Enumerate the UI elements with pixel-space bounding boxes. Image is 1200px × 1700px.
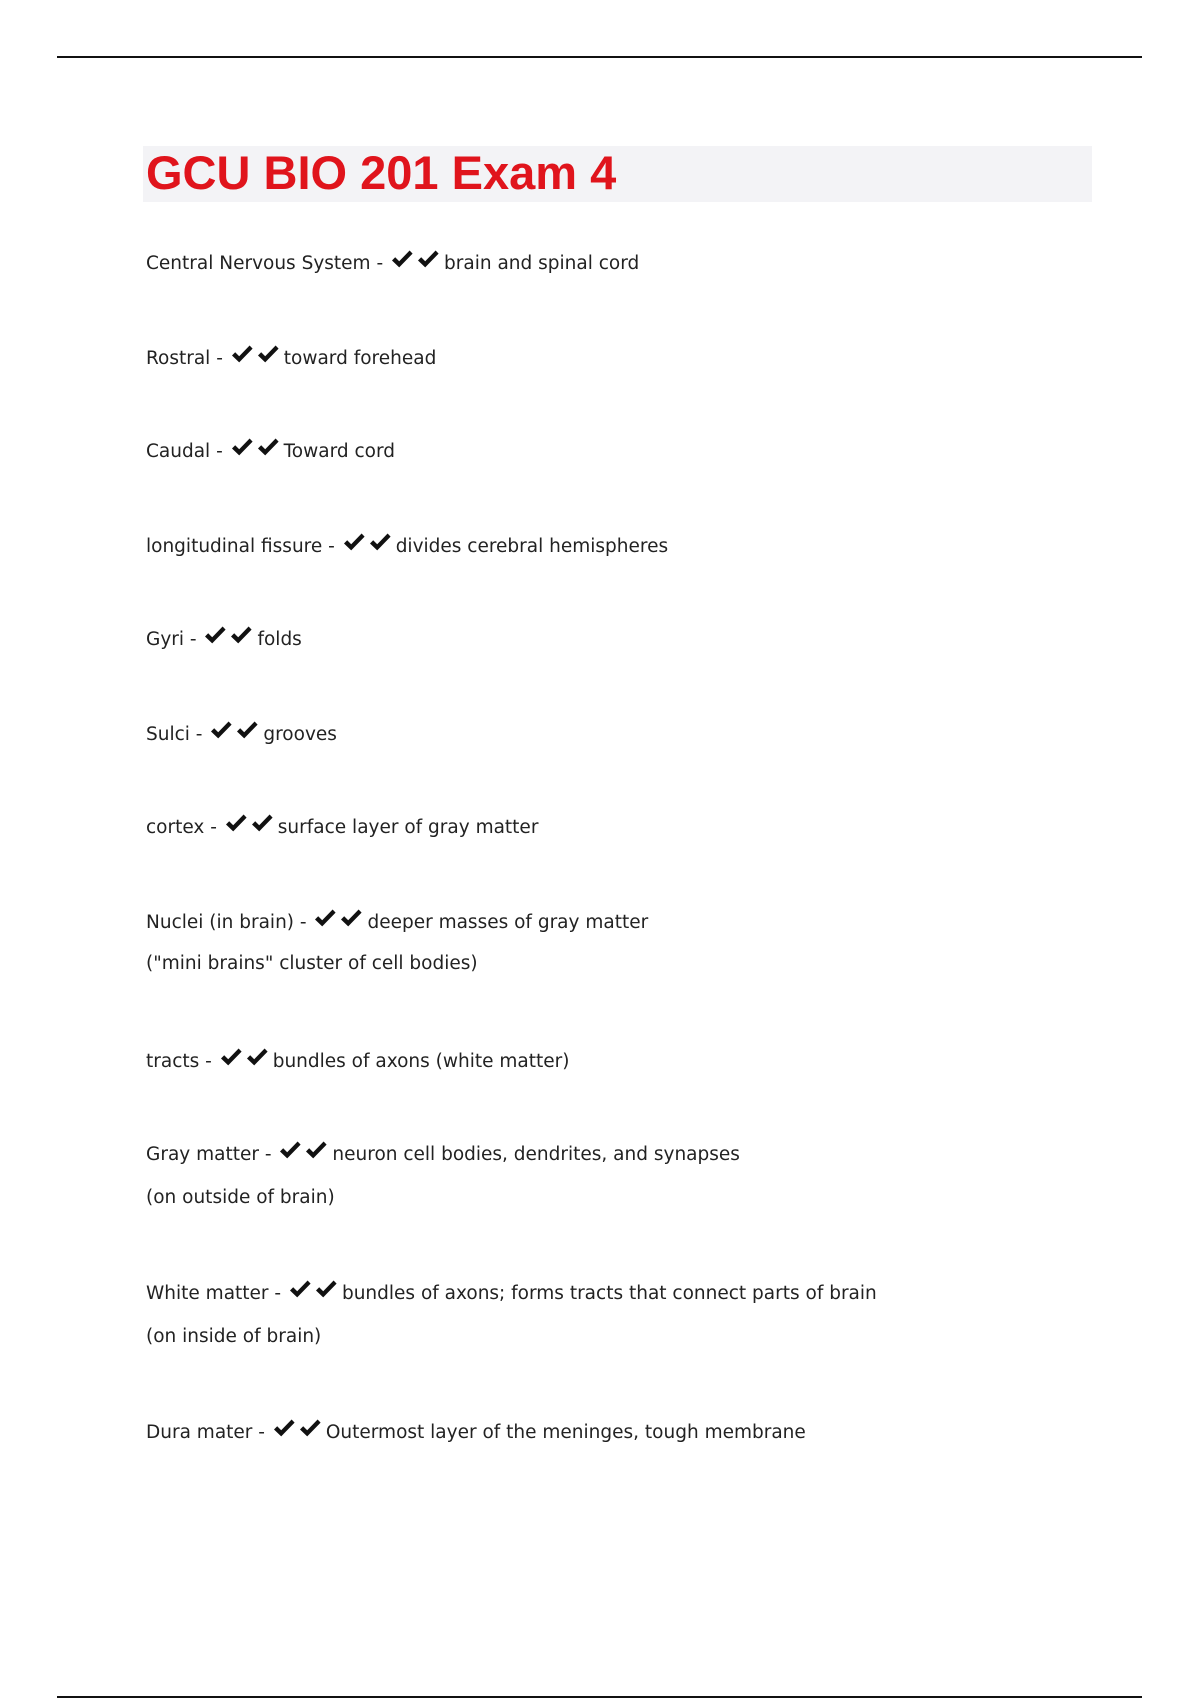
entry-definition: deeper masses of gray matter <box>367 912 649 933</box>
check-pair <box>203 624 255 656</box>
entry-term: White matter - <box>146 1283 287 1304</box>
entry-term: Sulci - <box>146 724 209 745</box>
check-mark-icon <box>416 248 442 272</box>
check-pair <box>219 1046 271 1078</box>
check-mark-icon <box>339 907 365 931</box>
check-pair <box>230 436 282 468</box>
entry-white-matter <box>146 1278 877 1310</box>
check-mark-icon <box>298 1417 324 1441</box>
entry-rostral <box>146 343 436 375</box>
check-mark-icon <box>313 907 339 931</box>
check-pair <box>390 248 442 280</box>
bottom-rule <box>57 1696 1142 1698</box>
check-pair <box>272 1417 324 1449</box>
check-mark-icon <box>219 1046 245 1070</box>
entry-nuclei <box>146 907 648 939</box>
entry-term: tracts - <box>146 1051 218 1072</box>
entry-definition: grooves <box>263 724 337 745</box>
entry-sulci <box>146 719 337 751</box>
entry-term: Central Nervous System - <box>146 253 390 274</box>
check-mark-icon <box>256 343 282 367</box>
entry-definition: bundles of axons (white matter) <box>272 1051 570 1072</box>
entry-caudal <box>146 436 395 468</box>
check-mark-icon <box>390 248 416 272</box>
entry-dura-mater <box>146 1417 806 1449</box>
entry-definition: toward forehead <box>283 348 437 369</box>
entry-definition: bundles of axons; forms tracts that connect parts of brain <box>341 1283 877 1304</box>
entry-gray-matter-continuation: (on outside of brain) <box>146 1187 335 1208</box>
check-mark-icon <box>224 812 250 836</box>
entry-gray-matter <box>146 1139 740 1171</box>
check-pair <box>224 812 276 844</box>
entry-nuclei-continuation: ("mini brains" cluster of cell bodies) <box>146 953 478 974</box>
check-mark-icon <box>272 1417 298 1441</box>
entry-definition: folds <box>257 629 302 650</box>
check-mark-icon <box>250 812 276 836</box>
check-mark-icon <box>304 1139 330 1163</box>
entry-definition: Outermost layer of the meninges, tough membrane <box>325 1422 806 1443</box>
check-pair <box>313 907 365 939</box>
entry-longitudinal-fissure <box>146 531 668 563</box>
entry-gyri <box>146 624 302 656</box>
entry-definition: surface layer of gray matter <box>277 817 539 838</box>
check-pair <box>288 1278 340 1310</box>
check-mark-icon <box>209 719 235 743</box>
check-mark-icon <box>245 1046 271 1070</box>
entry-definition: Toward cord <box>283 441 396 462</box>
entry-definition: divides cerebral hemispheres <box>395 536 669 557</box>
check-pair <box>278 1139 330 1171</box>
document-title: GCU BIO 201 Exam 4 <box>146 146 617 199</box>
entry-central-nervous-system <box>146 248 639 280</box>
check-mark-icon <box>229 624 255 648</box>
check-mark-icon <box>256 436 282 460</box>
entry-white-matter-continuation: (on inside of brain) <box>146 1326 322 1347</box>
check-mark-icon <box>203 624 229 648</box>
entry-term: Dura mater - <box>146 1422 271 1443</box>
entry-definition: neuron cell bodies, dendrites, and synapses <box>332 1144 740 1165</box>
entry-tracts <box>146 1046 569 1078</box>
entry-term: Caudal - <box>146 441 229 462</box>
check-mark-icon <box>230 343 256 367</box>
check-mark-icon <box>314 1278 340 1302</box>
check-mark-icon <box>368 531 394 555</box>
check-pair <box>230 343 282 375</box>
check-mark-icon <box>278 1139 304 1163</box>
check-mark-icon <box>342 531 368 555</box>
entry-term: cortex - <box>146 817 223 838</box>
top-rule <box>57 56 1142 58</box>
check-mark-icon <box>230 436 256 460</box>
check-mark-icon <box>235 719 261 743</box>
check-pair <box>342 531 394 563</box>
entry-term: longitudinal fissure - <box>146 536 341 557</box>
check-mark-icon <box>288 1278 314 1302</box>
entry-cortex <box>146 812 538 844</box>
check-pair <box>209 719 261 751</box>
entry-term: Gyri - <box>146 629 203 650</box>
entry-term: Nuclei (in brain) - <box>146 912 313 933</box>
entry-term: Rostral - <box>146 348 229 369</box>
entry-term: Gray matter - <box>146 1144 278 1165</box>
entry-definition: brain and spinal cord <box>444 253 640 274</box>
